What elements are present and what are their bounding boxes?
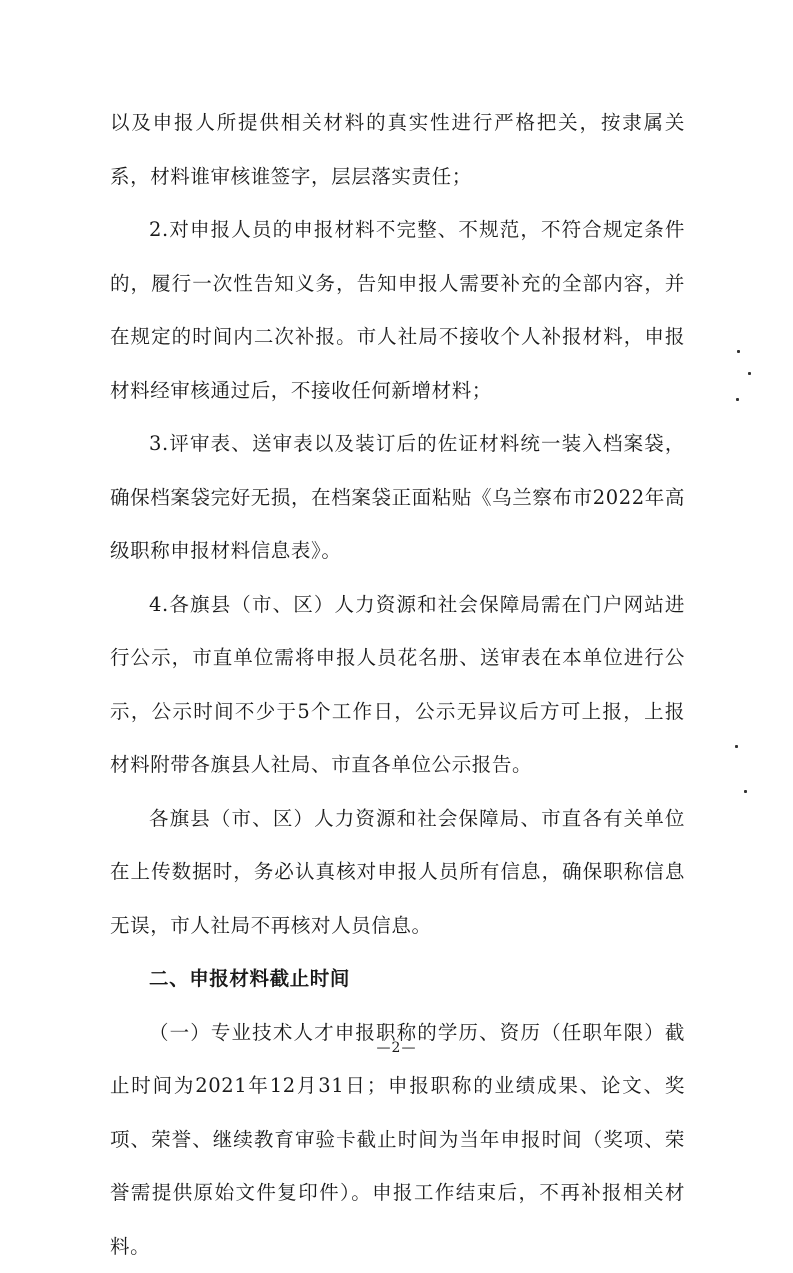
paragraph-section-1: （一）专业技术人才申报职称的学历、资历（任职年限）截止时间为2021年12月31日；申报职称的业绩成果、论文、奖项、荣誉、继续教育审验卡截止时间为当年申报时间（奖项、荣誉需提供原始文件复印件）。申报工作结束后，不再补报相关材料。: [110, 1006, 685, 1273]
scan-speck: [748, 372, 751, 375]
scan-speck: [744, 790, 747, 793]
paragraph-note: 各旗县（市、区）人力资源和社会保障局、市直各有关单位在上传数据时，务必认真核对申报人员所有信息，确保职称信息无误，市人社局不再核对人员信息。: [110, 792, 685, 953]
page-number: —2—: [0, 1040, 793, 1056]
scan-speck: [736, 398, 739, 401]
scan-speck: [737, 350, 740, 353]
paragraph-continuation: 以及申报人所提供相关材料的真实性进行严格把关，按隶属关系，材料谁审核谁签字，层层落实责任；: [110, 96, 685, 203]
section-heading: 二、申报材料截止时间: [110, 952, 685, 1006]
paragraph-item-4: 4.各旗县（市、区）人力资源和社会保障局需在门户网站进行公示，市直单位需将申报人员花名册、送审表在本单位进行公示，公示时间不少于5个工作日，公示无异议后方可上报，上报材料附带各旗县人社局、市直各单位公示报告。: [110, 578, 685, 792]
paragraph-item-3: 3.评审表、送审表以及装订后的佐证材料统一装入档案袋，确保档案袋完好无损，在档案袋正面粘贴《乌兰察布市2022年高级职称申报材料信息表》。: [110, 417, 685, 578]
scan-speck: [735, 745, 738, 748]
paragraph-item-2: 2.对申报人员的申报材料不完整、不规范，不符合规定条件的，履行一次性告知义务，告知申报人需要补充的全部内容，并在规定的时间内二次补报。市人社局不接收个人补报材料，申报材料经审核通过后，不接收任何新增材料；: [110, 203, 685, 417]
